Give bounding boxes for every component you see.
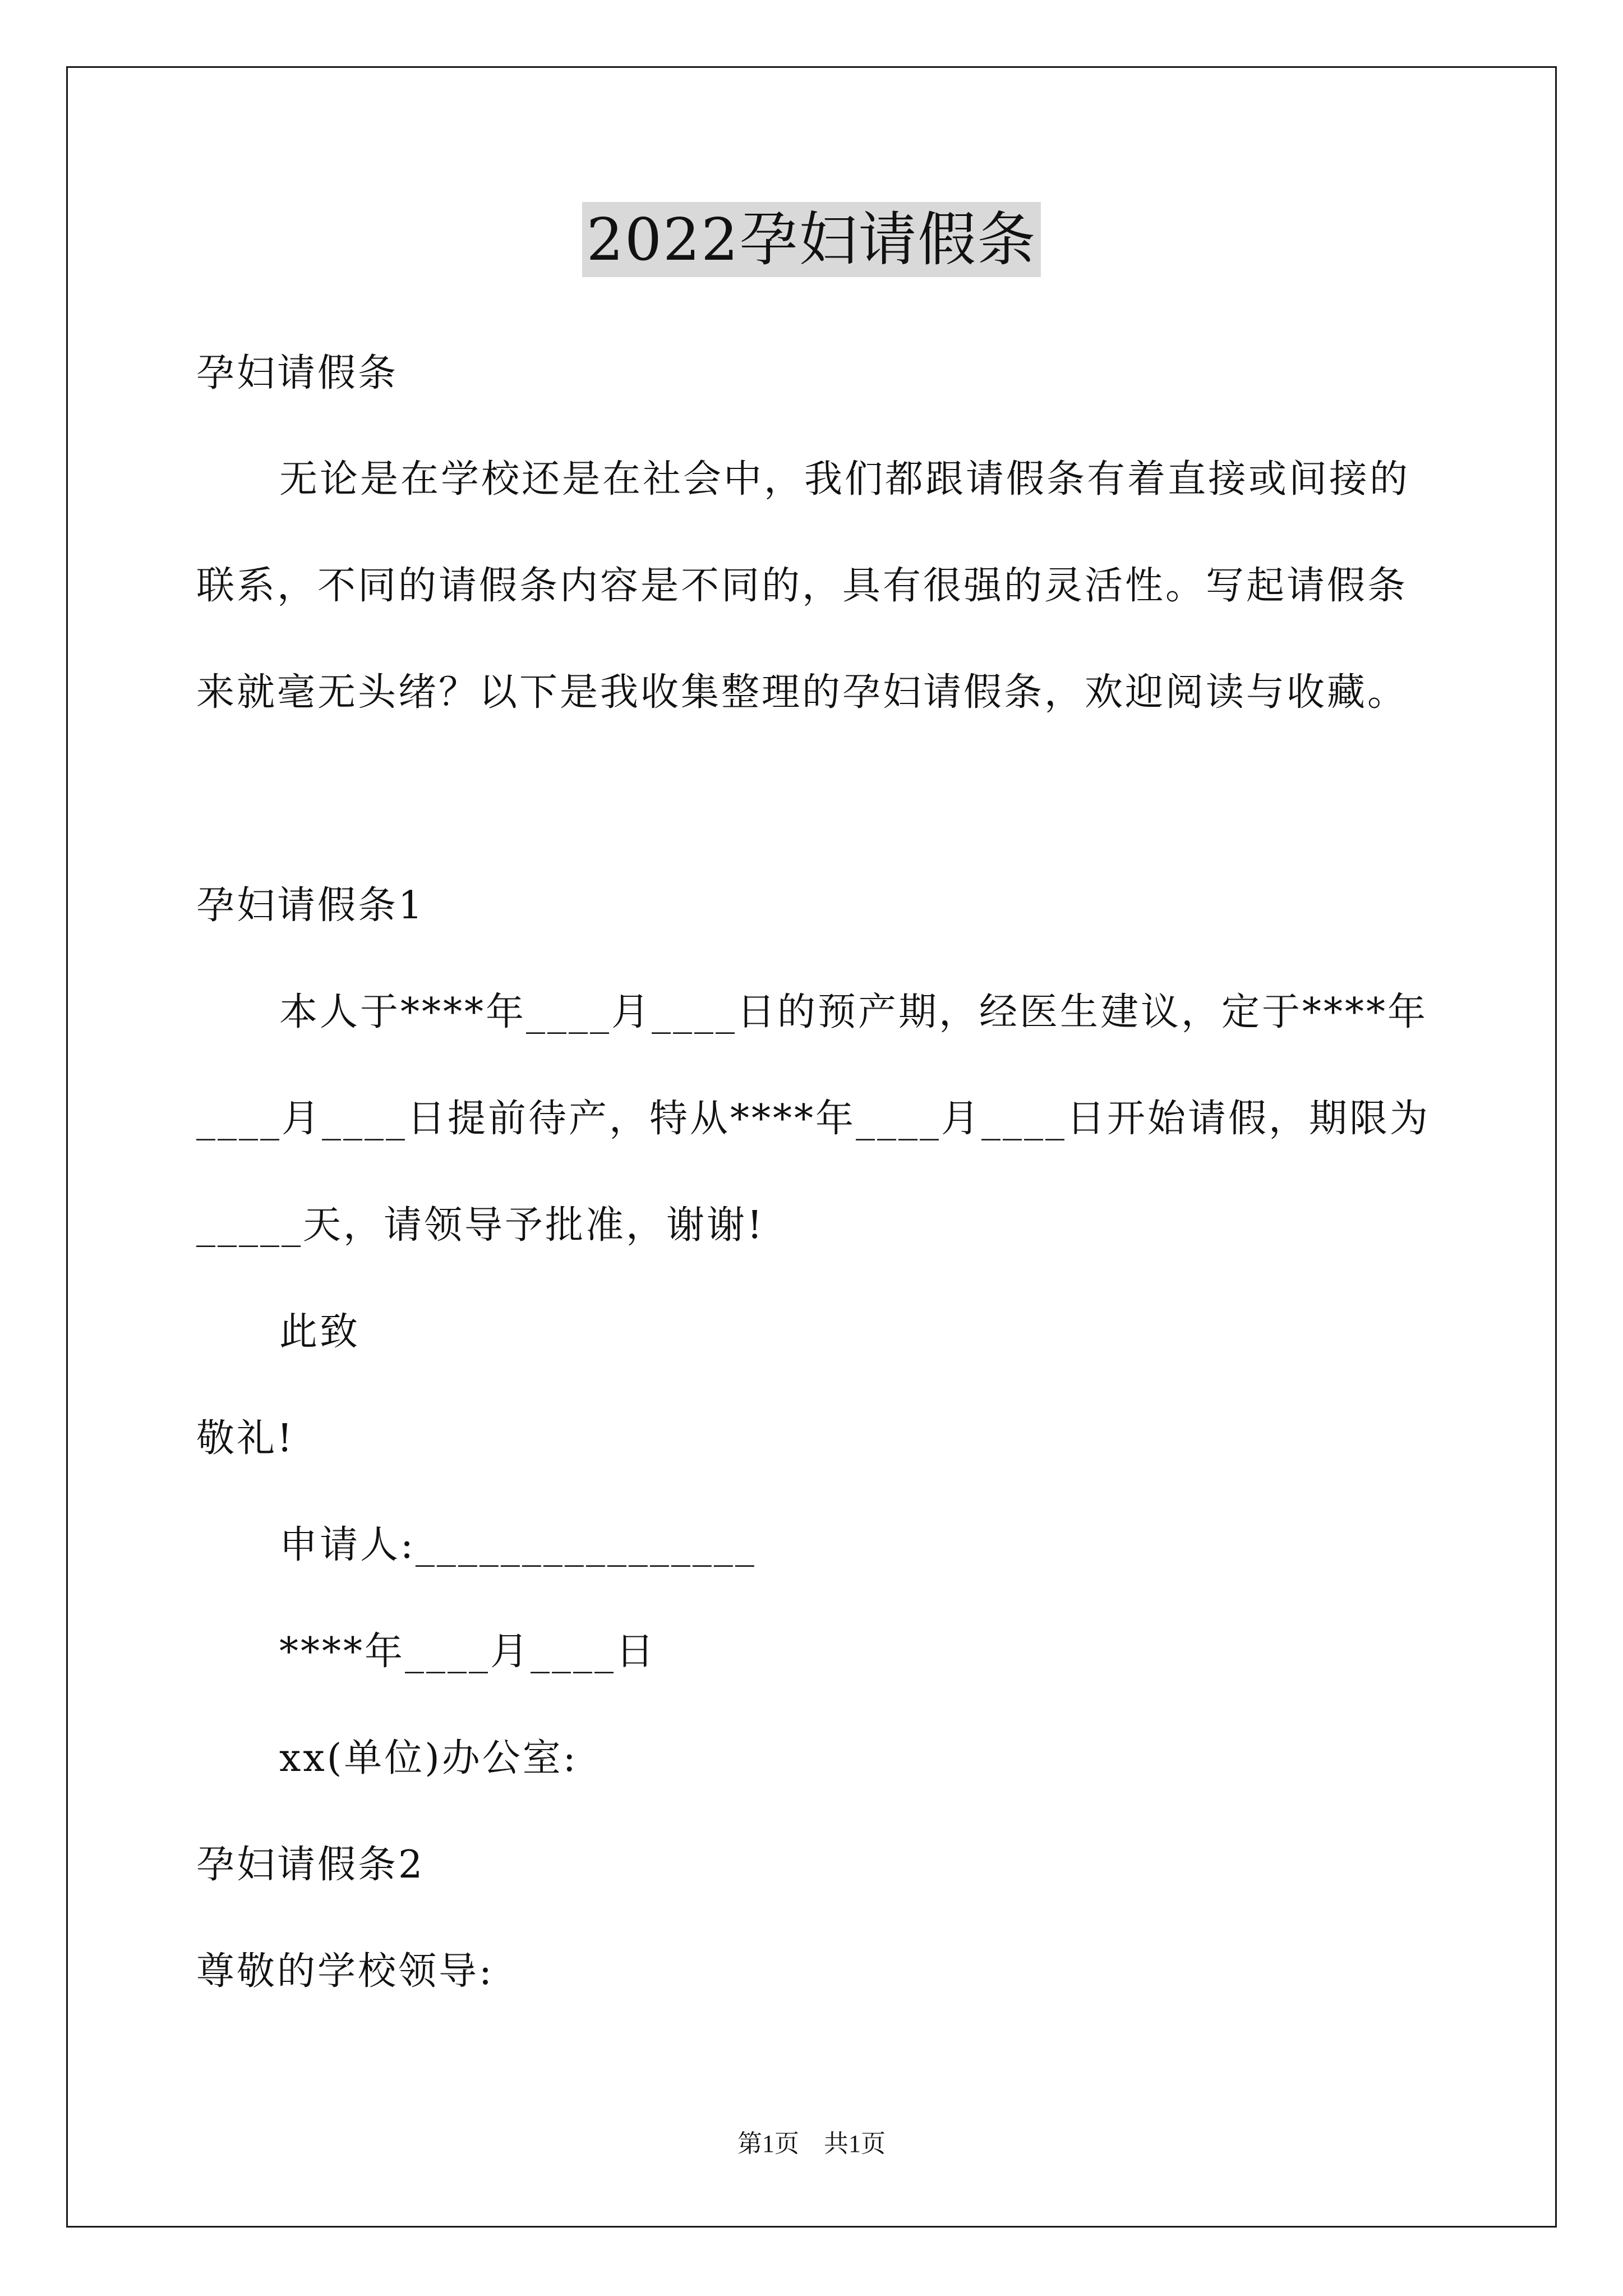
office-field: xx(单位)办公室: — [279, 1736, 578, 1780]
section-heading-2: 孕妇请假条2 — [196, 1843, 425, 1887]
section-heading-intro: 孕妇请假条 — [196, 351, 399, 395]
applicant-field: 申请人:________________ — [279, 1523, 757, 1567]
date-field: ****年____月____日 — [279, 1630, 657, 1674]
closing-salutation: 此致 — [279, 1310, 361, 1354]
page-number: 第1页 共1页 — [737, 2130, 886, 2157]
body-line-2: ____月____日提前待产，特从****年____月____日开始请假，期限为 — [196, 1097, 1431, 1141]
closing-regards: 敬礼! — [196, 1416, 295, 1461]
document-title: 2022孕妇请假条 — [582, 202, 1041, 277]
section-heading-1: 孕妇请假条1 — [196, 884, 425, 928]
body-line-3: _____天，请领导予批准，谢谢! — [196, 1203, 765, 1248]
title-container — [0, 202, 1623, 277]
intro-paragraph-line-1: 无论是在学校还是在社会中，我们都跟请假条有着直接或间接的 — [279, 457, 1410, 501]
intro-paragraph-line-2: 联系，不同的请假条内容是不同的，具有很强的灵活性。写起请假条 — [196, 564, 1408, 608]
intro-paragraph-line-3: 来就毫无头绪？以下是我收集整理的孕妇请假条，欢迎阅读与收藏。 — [196, 670, 1408, 715]
body-line-1: 本人于****年____月____日的预产期，经医生建议，定于****年 — [279, 990, 1428, 1034]
salutation-line: 尊敬的学校领导: — [196, 1949, 494, 1994]
